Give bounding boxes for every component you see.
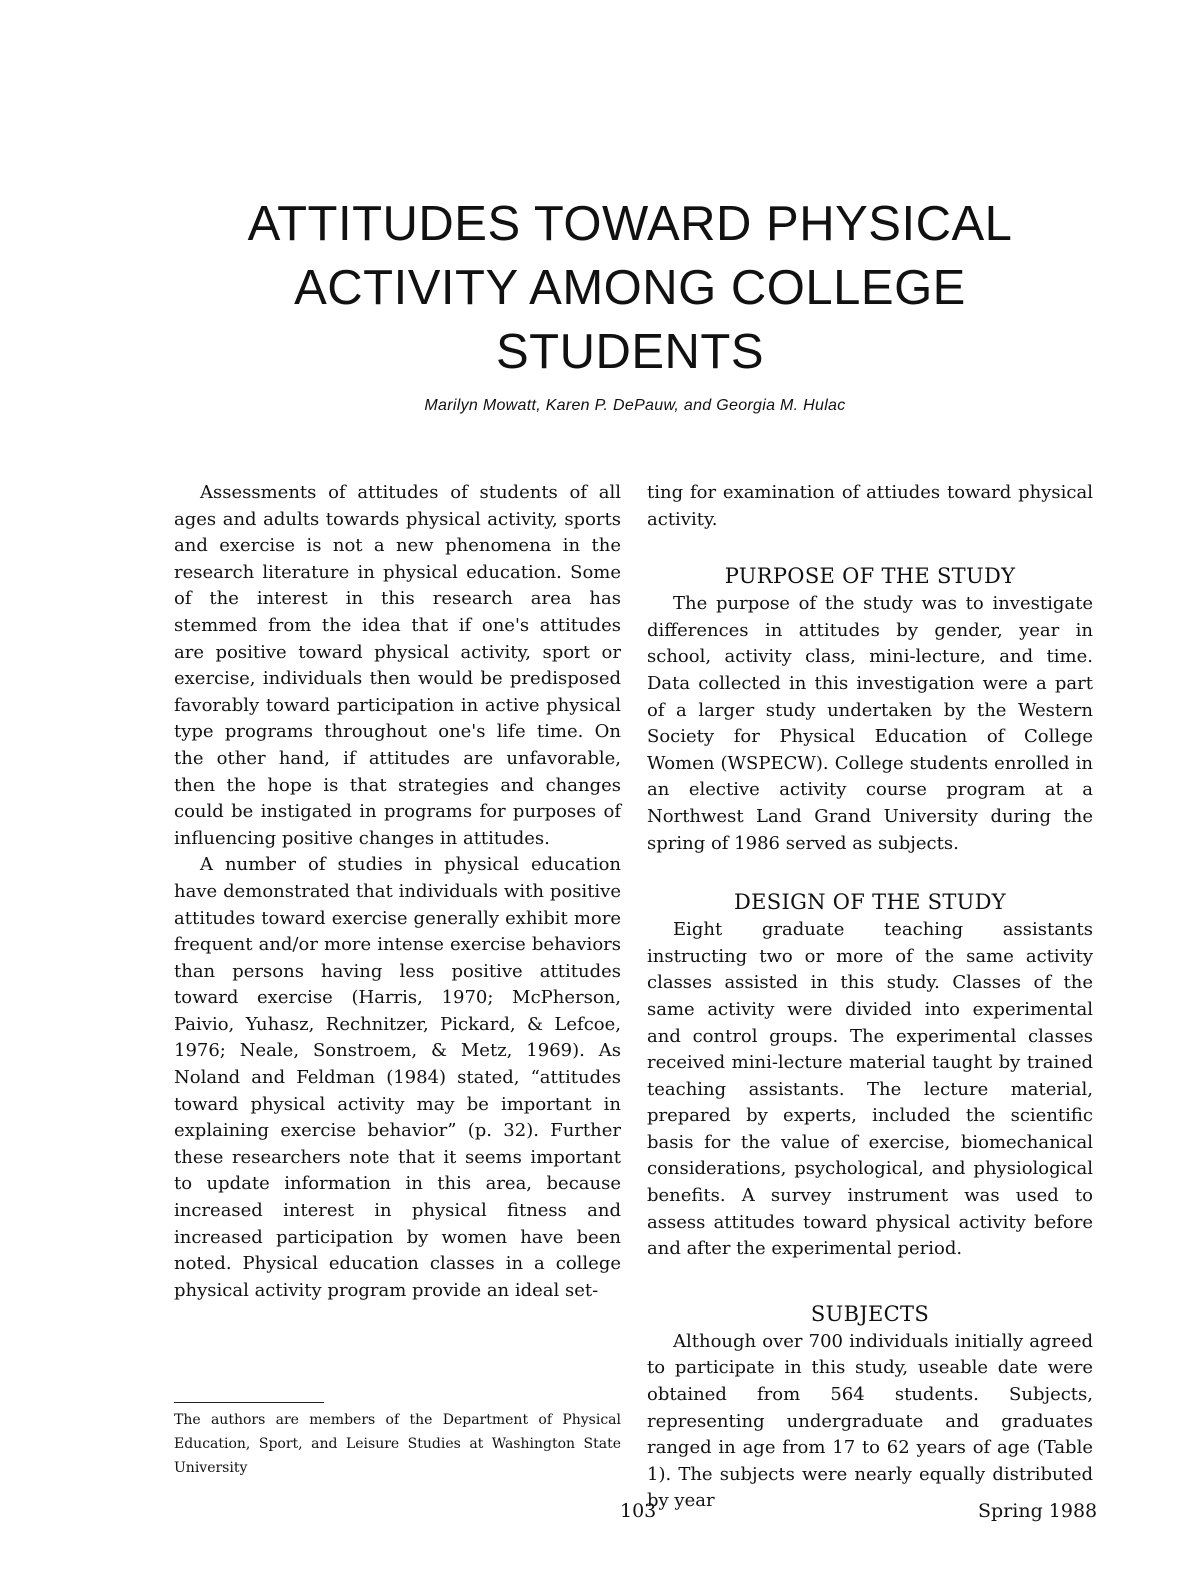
page-number: 103: [620, 1500, 657, 1522]
left-column: [174, 480, 621, 1304]
intro-paragraph-1: Assessments of attitudes of students of all ages and adults towards physical activity, sports and exercise is not a new phenomena in the research literature in physical education. Some of the interest in this research area has stemmed from the idea that if one's attitudes are positive toward physical activity, sport or exercise, individuals then would be predisposed favorably toward participation in active physical type programs throughout one's life time. On the other hand, if attitudes are unfavorable, then the hope is that strategies and changes could be instigated in programs for purposes of influencing positive changes in attitudes.: [174, 482, 621, 849]
subjects-paragraph: Although over 700 individuals initially agreed to participate in this study, useable date were obtained from 564 students. Subjects, representing undergraduate and graduates ranged in age from 17 to 62 years of age (Table 1). The subjects were nearly equally distributed by year: [647, 1330, 1093, 1512]
title-line-3: STUDENTS: [495, 325, 765, 379]
issue-date: Spring 1988: [978, 1500, 1098, 1522]
title-line-2: ACTIVITY AMONG COLLEGE: [294, 261, 966, 315]
purpose-paragraph: The purpose of the study was to investigate differences in attitudes by gender, year in school, activity class, mini-lecture, and time. Data collected in this investigation were a part of a larger study undertaken by the Western Society for Physical Education of College Women (WSPECW). College students enrolled in an elective activity course program at a Northwest Land Grand University during the spring of 1986 served as subjects.: [647, 593, 1093, 854]
intro-paragraph-continuation: ting for examination of attiudes toward physical activity.: [647, 482, 1093, 530]
author-footnote: The authors are members of the Department of Physical Education, Sport, and Leisure Studies at Washington State University: [174, 1412, 621, 1476]
design-paragraph: Eight graduate teaching assistants instructing two or more of the same activity classes assisted in this study. Classes of the same activity were divided into experimental and control groups. The experimental classes received mini-lecture material taught by trained teaching assistants. The lecture material, prepared by experts, included the scientific basis for the value of exercise, biomechanical considerations, psychological, and physiological benefits. A survey instrument was used to assess attitudes toward physical activity before and after the experimental period.: [647, 919, 1093, 1260]
purpose-heading: PURPOSE OF THE STUDY: [724, 564, 1016, 589]
author-byline: Marilyn Mowatt, Karen P. DePauw, and Georgia M. Hulac: [424, 397, 846, 414]
footnote-divider: [174, 1402, 324, 1403]
subjects-heading: SUBJECTS: [810, 1301, 930, 1326]
design-heading: DESIGN OF THE STUDY: [734, 890, 1006, 915]
title-line-1: ATTITUDES TOWARD PHYSICAL: [247, 197, 1013, 251]
right-column: [647, 480, 1093, 1515]
article-title: [140, 192, 1120, 384]
intro-paragraph-2: A number of studies in physical education have demonstrated that individuals with positive attitudes toward exercise generally exhibit more frequent and/or more intense exercise behaviors than persons having less positive attitudes toward exercise (Harris, 1970; McPherson, Paivio, Yuhasz, Rechnitzer, Pickard, & Lefcoe, 1976; Neale, Sonstroem, & Metz, 1969). As Noland and Feldman (1984) stated, “attitudes toward physical activity may be important in explaining exercise behavior” (p. 32). Further these researchers note that it seems important to update information in this area, because increased interest in physical fitness and increased participation by women have been noted. Physical education classes in a college physical activity program provide an ideal set-: [174, 854, 621, 1301]
